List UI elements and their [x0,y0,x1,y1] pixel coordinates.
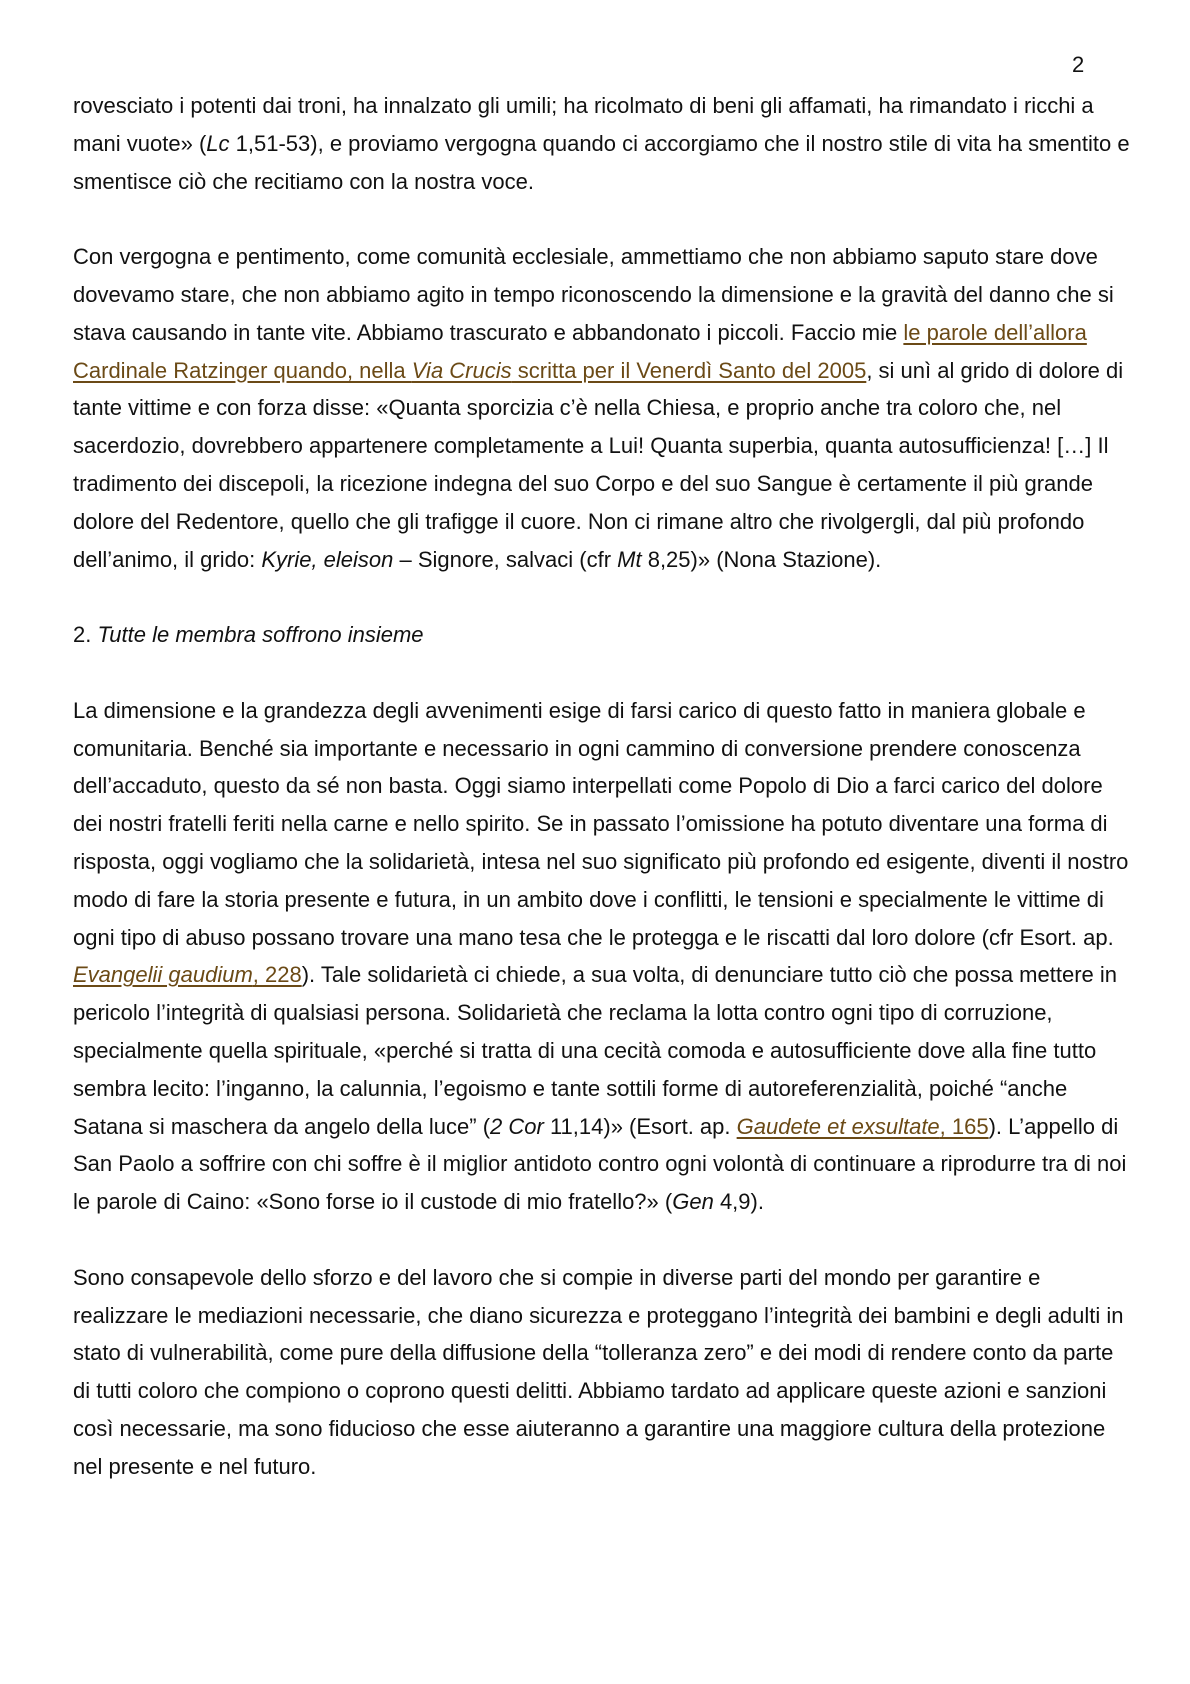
evangelii-gaudium-link[interactable] [73,962,302,987]
paragraph-protection: Sono consapevole dello sforzo e del lavoro che si compie in diverse parti del mondo per garantire e realizzare le mediazioni necessarie, che diano sicurezza e proteggano l’integrità dei bambini e degli adulti in stato di vulnerabilità, come pure della diffusione della “tolleranza zero” e dei modi di rendere conto da parte di tutti coloro che compiono o coprono questi delitti. Abbiamo tardato ad applicare queste azioni e sanzioni così necessarie, ma sono fiducioso che esse aiuteranno a garantire una maggiore cultura della protezione nel presente e nel futuro. [73,1264,1124,1479]
citation-abbrev: 2 Cor [490,1113,544,1139]
text-run: ). Tale solidarietà ci chiede, a sua volta, di denunciare tutto ciò che possa mettere in pericolo l’integrità di qualsiasi persona. Solidarietà che reclama la lotta contro ogni tipo di corruzione, specialmente quella spirituale, «perché si tratta di una cecità comoda e autosufficiente dove alla fine tutto sembra lecito: l’inganno, la calunnia, l’egoismo e tante sottili forme di autoreferenzialità, poiché “anche Satana si maschera da angelo della luce” ( [73,962,1117,1139]
link-text-italic: Evangelii gaudium [73,962,253,988]
document-body [73,87,1133,1485]
link-text: scritta per il Venerdì Santo del 2005 [511,357,867,383]
kyrie-eleison: Kyrie, eleison [261,546,394,572]
link-text-italic: Gaudete et exsultate [736,1113,940,1139]
paragraph-magnificat [73,87,1133,200]
citation-abbrev: Gen [672,1189,714,1215]
paragraph-shame [73,238,1133,578]
text-run: , si unì al grido di dolore di tante vittime e con forza disse: «Quanta sporcizia c’è nella Chiesa, e proprio anche tra coloro che, nel sacerdozio, dovrebbero appartenere completamente a Lui! Quanta superbia, quanta autosufficienza! […] Il tradimento dei discepoli, la ricezione indegna del suo Corpo e del suo Sangue è certamente il più grande dolore del Redentore, quello che gli trafigge il cuore. Non ci rimane altro che rivolgergli, dal più profondo dell’animo, il grido: [73,357,1124,572]
text-run: 4,9). [713,1189,764,1215]
gaudete-et-exsultate-link[interactable] [737,1114,989,1139]
citation-abbrev: Mt [617,546,642,572]
paragraph-solidarity [73,692,1133,1221]
text-run: rovesciato i potenti dai troni, ha innalzato gli umili; ha ricolmato di beni gli affamati, ha rimandato i ricchi a mani vuote» ( [73,93,1094,156]
citation-abbrev: Lc [206,130,230,156]
section-number: 2. [73,622,98,648]
section-title: Tutte le membra soffrono insieme [97,622,424,648]
page-number: 2 [1072,52,1085,77]
text-run: Con vergogna e pentimento, come comunità ecclesiale, ammettiamo che non abbiamo saputo stare dove dovevamo stare, che non abbiamo agito in tempo riconoscendo la dimensione e la gravità del danno che si stava causando in tante vite. Abbiamo trascurato e abbandonato i piccoli. Faccio mie [73,244,1114,345]
text-run: La dimensione e la grandezza degli avvenimenti esige di farsi carico di questo fatto in maniera globale e comunitaria. Benché sia importante e necessario in ogni cammino di conversione prendere conoscenza dell’accaduto, questo da sé non basta. Oggi siamo interpellati come Popolo di Dio a farci carico del dolore dei nostri fratelli feriti nella carne e nello spirito. Se in passato l’omissione ha potuto diventare una forma di risposta, oggi vogliamo che la solidarietà, intesa nel suo significato più profondo ed esigente, diventi il nostro modo di fare la storia presente e futura, in un ambito dove i conflitti, le tensioni e specialmente le vittime di ogni tipo di abuso possano trovare una mano tesa che le protegga e le riscatti dal loro dolore (cfr Esort. ap. [73,697,1129,950]
text-run: 1,51-53), e proviamo vergogna quando ci accorgiamo che il nostro stile di vita ha smentito e smentisce ciò che recitiamo con la nostra voce. [73,130,1130,194]
text-run: 11,14)» (Esort. ap. [543,1113,737,1139]
text-run: – Signore, salvaci (cfr [393,546,618,572]
section-heading [73,616,1133,654]
link-text-italic: Via Crucis [411,357,512,383]
link-text: le parole dell’allora Cardinale Ratzinger quando, nella [73,319,1087,383]
link-text: , 228 [252,962,302,988]
link-text: , 165 [939,1113,989,1139]
text-run: 8,25)» (Nona Stazione). [641,546,882,572]
text-run: ). L’appello di San Paolo a soffrire con chi soffre è il miglior antidoto contro ogni volontà di continuare a riprodurre tra di noi le parole di Caino: «Sono forse io il custode di mio fratello?» ( [73,1113,1127,1215]
